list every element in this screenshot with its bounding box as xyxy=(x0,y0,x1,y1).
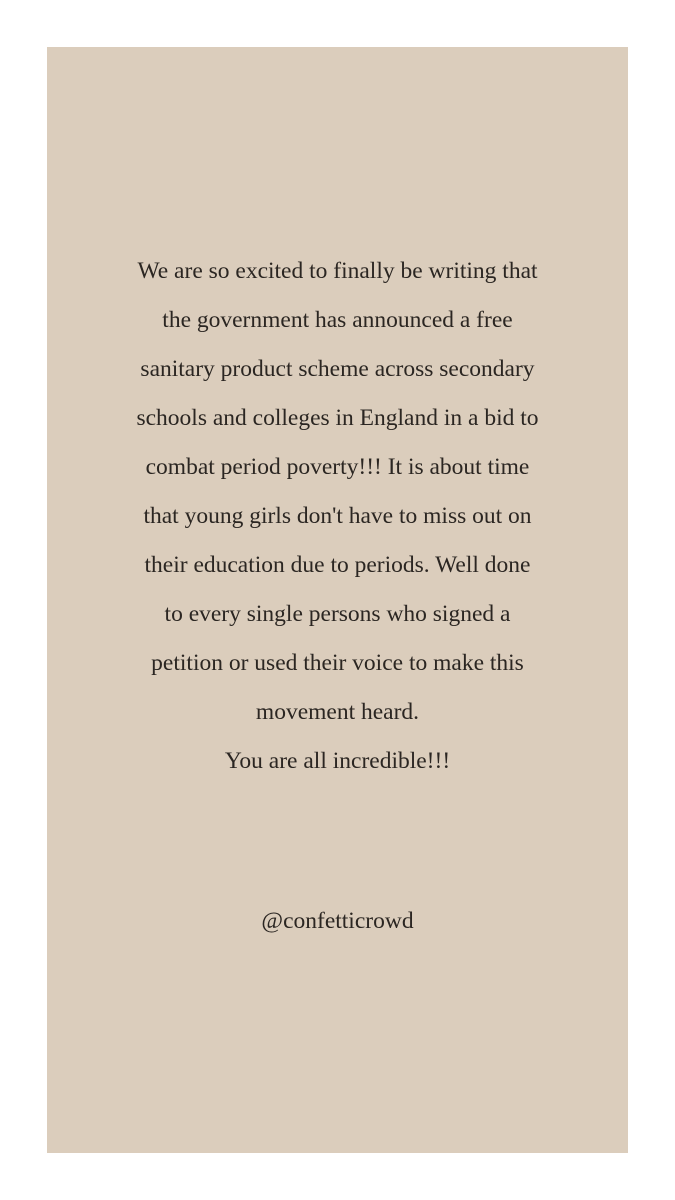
text-line: movement heard. xyxy=(255,699,420,725)
text-line: sanitary product scheme across secondary xyxy=(140,356,535,382)
text-line: petition or used their voice to make this xyxy=(151,650,524,676)
post-card xyxy=(47,47,628,1153)
text-line: We are so excited to finally be writing that xyxy=(137,258,538,284)
announcement-text xyxy=(47,247,628,786)
text-line: combat period poverty!!! It is about time xyxy=(145,454,530,480)
text-line: schools and colleges in England in a bid to xyxy=(136,405,539,431)
text-line: You are all incredible!!! xyxy=(224,748,451,774)
text-line: the government has announced a free xyxy=(162,307,513,333)
text-line: that young girls don't have to miss out on xyxy=(143,503,532,529)
account-handle: @confetticrowd xyxy=(261,908,414,934)
text-line: to every single persons who signed a xyxy=(164,601,511,627)
text-line: their education due to periods. Well done xyxy=(144,552,531,578)
